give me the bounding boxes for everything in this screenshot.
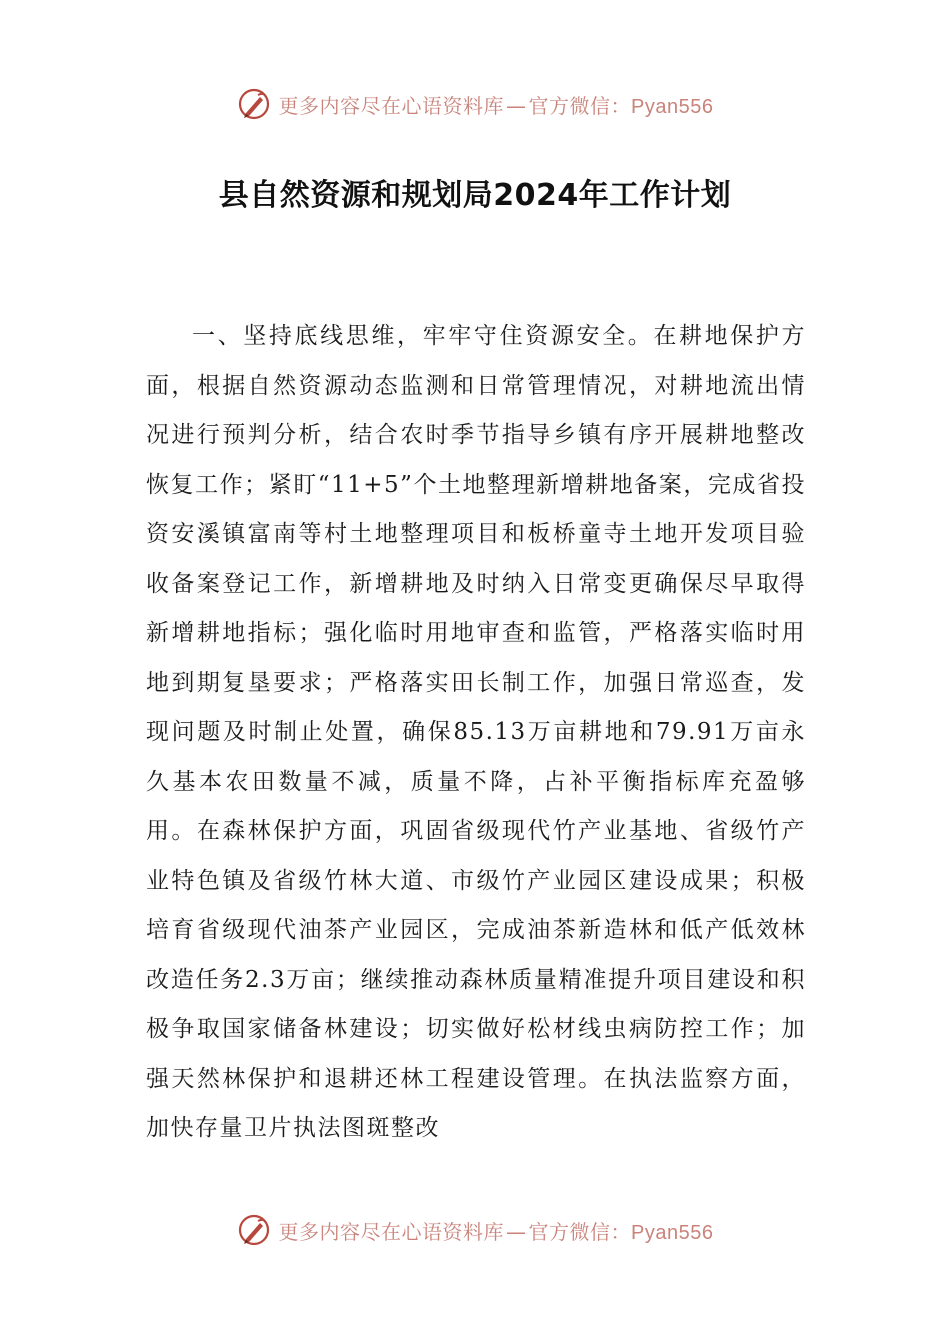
watermark-text [279,1216,714,1245]
watermark-separator: — [506,1219,527,1244]
document-title: 县自然资源和规划局2024年工作计划 [218,178,732,213]
watermark-main-text: 更多内容尽在心语资料库 [278,1219,505,1244]
pen-logo-icon [237,1213,271,1247]
header-watermark [0,82,950,126]
watermark-label: 官方微信： [528,1219,632,1244]
watermark-text [279,90,714,119]
watermark-separator: — [506,93,527,118]
watermark-id: Pyan556 [631,95,714,118]
watermark-id: Pyan556 [631,1221,714,1244]
body-paragraph: 一、坚持底线思维，牢牢守住资源安全。在耕地保护方面，根据自然资源动态监测和日常管理情况，对耕地流出情况进行预判分析，结合农时季节指导乡镇有序开展耕地整改恢复工作；紧盯“11+5”个土地整理新增耕地备案，完成省投资安溪镇富南等村土地整理项目和板桥童寺土地开发项目验收备案登记工作，新增耕地及时纳入日常变更确保尽早取得新增耕地指标；强化临时用地审查和监管，严格落实临时用地到期复垦要求；严格落实田长制工作，加强日常巡查，发现问题及时制止处置，确保85.13万亩耕地和79.91万亩永久基本农田数量不减，质量不降，占补平衡指标库充盈够用。在森林保护方面，巩固省级现代竹产业基地、省级竹产业特色镇及省级竹林大道、市级竹产业园区建设成果；积极培育省级现代油茶产业园区，完成油茶新造林和低产低效林改造任务2.3万亩；继续推动森林质量精准提升项目建设和积极争取国家储备林建设；切实做好松材线虫病防控工作；加强天然林保护和退耕还林工程建设管理。在执法监察方面，加快存量卫片执法图斑整改 [146,323,806,1141]
footer-watermark [0,1208,950,1252]
watermark-main-text: 更多内容尽在心语资料库 [278,93,505,118]
pen-logo-icon [237,87,271,121]
watermark-label: 官方微信： [528,93,632,118]
